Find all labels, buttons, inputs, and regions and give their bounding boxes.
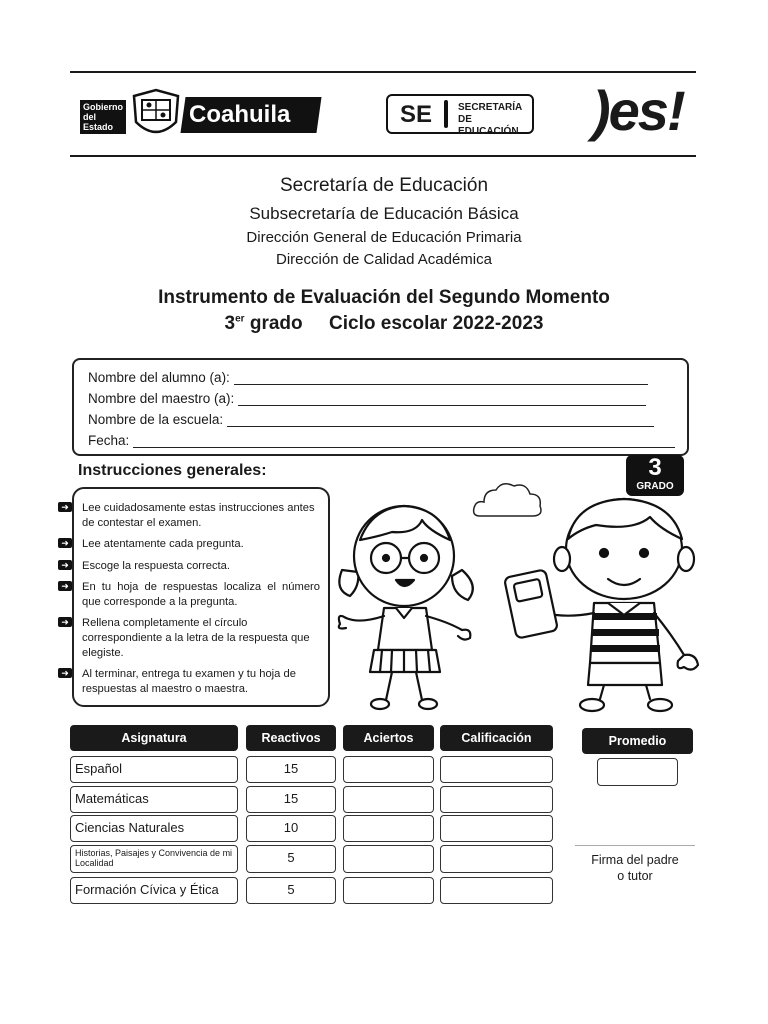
- se-full-name: SECRETARÍA DE EDUCACIÓN: [458, 102, 522, 137]
- field-label: Nombre del alumno (a):: [88, 370, 230, 385]
- subject-cell: Historias, Paisajes y Convivencia de mi Localidad: [70, 845, 238, 873]
- arrow-icon: ➜: [58, 581, 72, 591]
- gobierno-logo: [80, 100, 126, 134]
- coat-of-arms-icon: [130, 88, 182, 142]
- grade-cycle-line: [0, 313, 768, 335]
- coahuila-logo: [180, 97, 321, 133]
- title-secretaria: Secretaría de Educación: [279, 175, 489, 196]
- field-maestro[interactable]: [88, 391, 646, 406]
- subject-cell: Matemáticas: [70, 786, 238, 813]
- title-direccion-calidad: Dirección de Calidad Académica: [276, 251, 492, 268]
- se-divider: [444, 100, 448, 128]
- grade-superscript: er: [235, 313, 245, 325]
- header-calificacion: Calificación: [440, 725, 553, 751]
- score-cell[interactable]: [440, 756, 553, 783]
- items-cell: 5: [246, 845, 336, 873]
- items-cell: 5: [246, 877, 336, 904]
- grade-badge: [626, 455, 684, 496]
- signature-line1: Firma del padre: [591, 853, 679, 867]
- es-logo: )es!: [592, 79, 684, 142]
- field-label: Nombre de la escuela:: [88, 412, 224, 427]
- instruction-item: Al terminar, entrega tu examen y tu hoja de respuestas al maestro o maestra.: [82, 668, 296, 695]
- correct-cell[interactable]: [343, 877, 434, 904]
- items-cell: 15: [246, 786, 336, 813]
- header-top-rule: [70, 71, 696, 73]
- header-asignatura: Asignatura: [70, 725, 238, 751]
- grade-badge-number: 3: [648, 454, 662, 481]
- se-abbrev: SE: [400, 101, 433, 128]
- arrow-icon: ➜: [58, 560, 72, 570]
- score-cell[interactable]: [440, 845, 553, 873]
- instruction-item: Lee atentamente cada pregunta.: [82, 538, 244, 550]
- correct-cell[interactable]: [343, 786, 434, 813]
- field-escuela[interactable]: [88, 412, 654, 427]
- correct-cell[interactable]: [343, 815, 434, 842]
- score-cell[interactable]: [440, 815, 553, 842]
- header-promedio: Promedio: [582, 728, 693, 754]
- se-logo: [386, 94, 534, 137]
- school-cycle: Ciclo escolar 2022-2023: [329, 313, 544, 334]
- exam-title: Instrumento de Evaluación del Segundo Momento: [158, 287, 610, 308]
- field-line[interactable]: [234, 370, 648, 385]
- boy-illustration: [500, 495, 705, 715]
- field-line[interactable]: [133, 433, 675, 448]
- field-alumno[interactable]: [88, 370, 648, 385]
- instruction-item: Escoge la respuesta correcta.: [82, 560, 230, 572]
- title-direccion-general: Dirección General de Educación Primaria: [246, 229, 522, 246]
- header-bottom-rule: [70, 155, 696, 157]
- arrow-icon: ➜: [58, 538, 72, 548]
- correct-cell[interactable]: [343, 845, 434, 873]
- student-info-box: [72, 358, 689, 456]
- grade-word: grado: [249, 313, 303, 334]
- signature-label: [575, 852, 695, 884]
- items-cell: 15: [246, 756, 336, 783]
- signature-line2: o tutor: [617, 869, 653, 883]
- field-label: Nombre del maestro (a):: [88, 391, 235, 406]
- field-label: Fecha:: [88, 433, 130, 448]
- grade-number: 3: [224, 313, 236, 334]
- subject-cell: Formación Cívica y Ética: [70, 877, 238, 904]
- instruction-item: Rellena completamente el círculo correspondiente a la letra de la respuesta que elegiste.: [82, 617, 310, 659]
- grade-badge-label: GRADO: [636, 481, 674, 492]
- subject-cell: Español: [70, 756, 238, 783]
- correct-cell[interactable]: [343, 756, 434, 783]
- state-name: Coahuila: [189, 101, 291, 128]
- field-line[interactable]: [238, 391, 646, 406]
- instruction-item: Lee cuidadosamente estas instrucciones antes de contestar el examen.: [82, 502, 315, 529]
- header-aciertos: Aciertos: [343, 725, 434, 751]
- girl-illustration: [332, 500, 482, 715]
- arrow-icon: ➜: [58, 668, 72, 678]
- instruction-item: En tu hoja de respuestas localiza el número que corresponde a la pregunta.: [82, 581, 320, 608]
- arrow-icon: ➜: [58, 617, 72, 627]
- gobierno-text: Gobierno del Estado: [83, 102, 123, 132]
- field-fecha[interactable]: [88, 433, 675, 448]
- header-reactivos: Reactivos: [246, 725, 336, 751]
- title-subsecretaria: Subsecretaría de Educación Básica: [249, 204, 519, 223]
- instructions-title: Instrucciones generales:: [78, 462, 267, 479]
- signature-line: [575, 845, 695, 846]
- score-cell[interactable]: [440, 877, 553, 904]
- subject-cell: Ciencias Naturales: [70, 815, 238, 842]
- average-cell[interactable]: [597, 758, 678, 786]
- field-line[interactable]: [227, 412, 654, 427]
- score-cell[interactable]: [440, 786, 553, 813]
- instructions-box: [72, 487, 330, 707]
- arrow-icon: ➜: [58, 502, 72, 512]
- items-cell: 10: [246, 815, 336, 842]
